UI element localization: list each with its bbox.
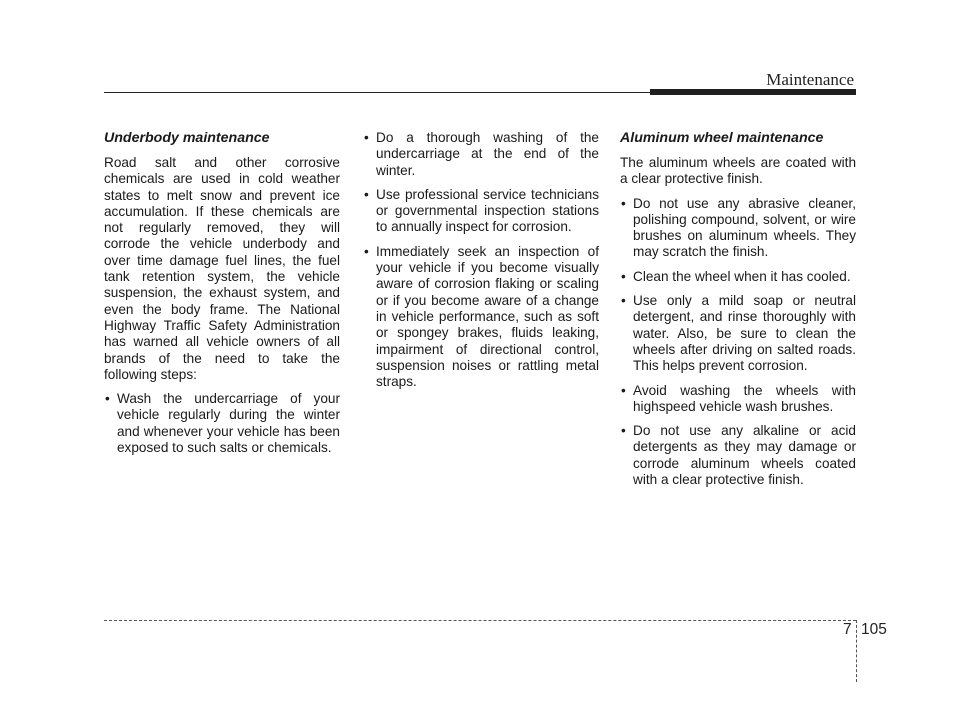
bullet-item: • Do not use any alkaline or acid detergents as they may damage or corrode aluminum wheels coated with a clear protective finish. [620, 423, 856, 488]
bullet-item: • Do a thorough washing of the undercarriage at the end of the winter. [363, 130, 599, 179]
underbody-paragraph: Road salt and other corrosive chemicals are used in cold weather states to melt snow and prevent ice accumulation. If these chemicals are not regularly removed, they will corrode the vehicle underbody and over time damage fuel lines, the fuel tank retention system, the vehicle suspension, the exhaust system, and even the body frame. The National Highway Traffic Safety Administration has warned all vehicle owners of all brands of the need to take the following steps: [104, 155, 340, 382]
bullet-item: • Use only a mild soap or neutral detergent, and rinse thoroughly with water. Also, be sure to clean the wheels after driving on salted roads. This helps prevent corrosion. [620, 293, 856, 374]
aluminum-wheel-heading: Aluminum wheel maintenance [620, 130, 824, 146]
column-middle [363, 130, 599, 398]
aluminum-wheel-bullet-list [620, 196, 856, 489]
bullet-item: • Use professional service technicians or governmental inspection stations to annually inspect for corrosion. [363, 187, 599, 236]
underbody-heading: Underbody maintenance [104, 130, 270, 146]
bullet-item: • Avoid washing the wheels with highspeed vehicle wash brushes. [620, 383, 856, 416]
bullet-item: • Wash the undercarriage of your vehicle regularly during the winter and whenever your vehicle has been exposed to such salts or chemicals. [104, 391, 340, 456]
aluminum-wheel-paragraph: The aluminum wheels are coated with a clear protective finish. [620, 155, 856, 187]
page-number: 105 [861, 621, 887, 638]
header-rule [104, 92, 652, 93]
bullet-item: • Immediately seek an inspection of your vehicle if you become visually aware of corrosion flaking or scaling or if you become aware of a change in vehicle performance, such as soft or spongey brakes, fluids leaking, impairment of directional control, suspension noises or rattling metal straps. [363, 244, 599, 391]
underbody-bullet-list-continued [363, 130, 599, 390]
column-left [104, 130, 340, 464]
bullet-item: • Do not use any abrasive cleaner, polishing compound, solvent, or wire brushes on aluminum wheels. They may scratch the finish. [620, 196, 856, 261]
section-title: Maintenance [766, 70, 854, 89]
column-right [620, 130, 856, 496]
chapter-number: 7 [843, 621, 852, 638]
header-rule-accent [650, 89, 856, 95]
footer-rule [104, 620, 856, 621]
underbody-bullet-list [104, 391, 340, 456]
footer-divider [856, 620, 857, 682]
bullet-item: • Clean the wheel when it has cooled. [620, 269, 856, 285]
